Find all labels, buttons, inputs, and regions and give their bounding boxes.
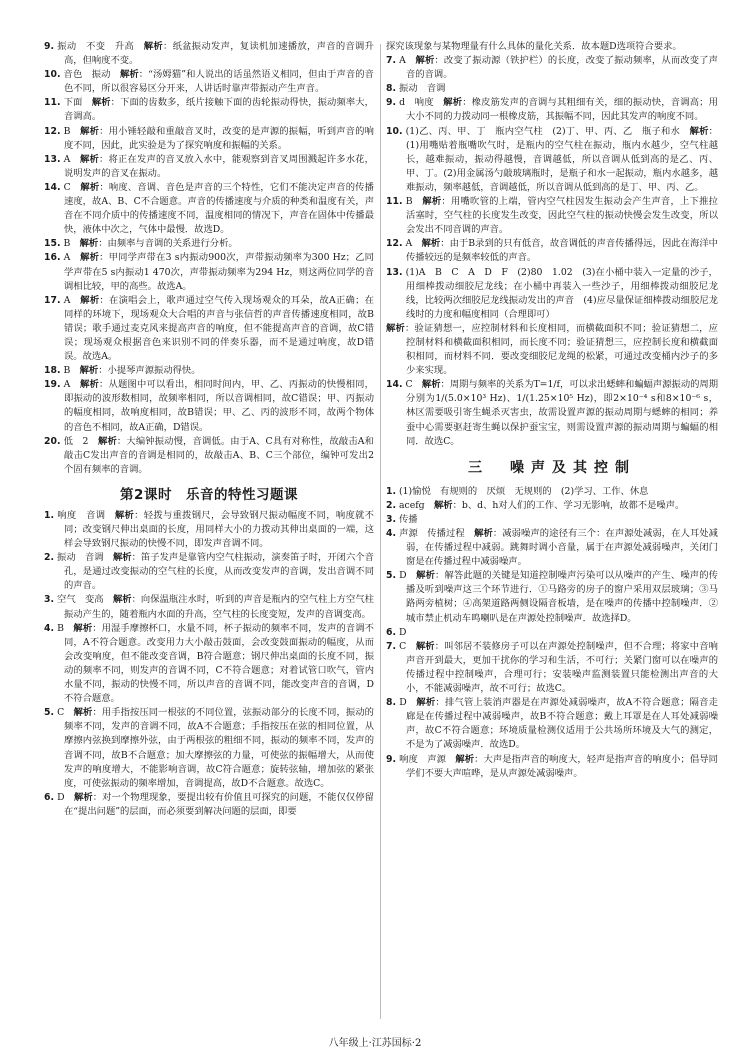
item-number: 16.	[44, 252, 61, 264]
answer-item: 12. B 解析：用小锤轻敲和重敲音叉时，改变的是声源的振幅，听到声音的响度不同，因此，此实验是为了探究响度和振幅的关系。	[44, 125, 374, 151]
analysis-text: 对一个物理现象，要提出较有价值且可探究的问题，不能仅仅停留在“提出问题”的层面，而必须要到解决问题的层面，即要	[64, 791, 374, 817]
analysis-label: 解析	[80, 153, 100, 165]
item-number: 12.	[44, 125, 61, 137]
analysis-text: 下面的齿数多，纸片接触下面的齿轮振动得快，振动频率大，音调高。	[64, 97, 374, 123]
analysis-label: 解析	[415, 640, 435, 652]
answer-item: 解析：验证猜想一，应控制材料和长度相同，而横截面积不同；验证猜想二，应控制材料和横截面积相同，而长度不同；验证猜想三，应控制长度和横截面积相同，而材料不同．要改变细胶尼龙绳的松紧，可通过改变桶内沙子的多少来实现。	[386, 322, 718, 377]
answer-item: 18. B 解析：小提琴声源振动得快。	[44, 365, 201, 377]
item-answer: C	[63, 181, 71, 193]
answer-item: 13. A 解析：将正在发声的音叉放入水中，能观察到音叉周围溅起许多水花，说明发声的音叉在振动。	[44, 153, 374, 179]
analysis-label: 解析	[79, 238, 99, 250]
item-number: 6.	[44, 791, 55, 803]
item-number: 9.	[386, 753, 397, 765]
item-answer: (1)愉悦 有规则的 厌烦 无规则的 (2)学习、工作、休息	[398, 485, 649, 497]
item-answer: 音色 振动	[63, 69, 111, 81]
analysis-label: 解析	[80, 252, 100, 264]
analysis-text: 探究该现象与某物理量有什么具体的量化关系．故本题D选项符合要求。	[386, 41, 682, 52]
item-answer: B	[63, 238, 71, 250]
answer-item: 9. 振动 不变 升高 解析：纸盆振动发声，复读机加速播放，声音的音调升高，但响度不变。	[44, 41, 374, 67]
item-number: 10.	[386, 125, 403, 137]
analysis-label: 解析	[80, 181, 100, 193]
analysis-text: 大编钟振动慢，音调低。由于A、C具有对称性，故敲击A和敲击C发出声音的音调是相同的，故敲击A、B、C三个部位，编钟可发出2个固有频率的音调。	[64, 435, 374, 475]
answer-item: 6. D 解析：对一个物理现象，要提出较有价值且可探究的问题，不能仅仅停留在“提出问题”的层面，而必须要到解决问题的层面，即要	[44, 791, 374, 817]
item-answer: C	[405, 379, 413, 391]
item-answer: 振动 不变 升高	[57, 41, 135, 52]
analysis-text: 橡皮筋发声的音调与其粗细有关，细的振动快，音调高；用大小不同的力拨动同一根橡皮筋，其振幅不同，因此其发声的响度不同。	[406, 97, 718, 123]
analysis-text: (1)用嘴贴着瓶嘴吹气时，是瓶内的空气柱在振动，瓶内水越少，空气柱越长，越难振动，振动得越慢，音调越低，所以音调从低到高的是乙、丙、甲、丁。(2)用金属汤勺敲玻璃瓶时，是瓶子和水一起振动，瓶内水越多，越难振动，频率越低，音调越低，所以音调从低到高的是丁、甲、丙、乙。	[406, 139, 718, 193]
left-items2	[44, 509, 374, 819]
item-number: 5.	[44, 707, 55, 719]
analysis-text: 从题图中可以看出，相同时间内，甲、乙、丙振动的快慢相同，即振动的波形数相同，故频率相同，所以音调相同，故C错误；甲、丙振动的幅度相同，故响度相同，故B错误；甲、乙、丙的波形不同，故两个物体的音色不相同，故A正确，D错误。	[64, 379, 374, 433]
item-answer: D	[399, 570, 407, 582]
item-answer: 声源 传播过程	[399, 528, 465, 539]
item-answer: A	[63, 379, 71, 391]
answer-item: 7. A 解析：改变了振动源（铁护栏）的长度，改变了振动频率，从而改变了声音的音调。	[386, 55, 718, 81]
analysis-label: 解析	[119, 69, 139, 81]
item-answer: 响度 音调	[57, 509, 106, 521]
answer-item: 9. 响度 声源 解析：大声是指声音的响度大，轻声是指声音的响度小；倡导同学们不要大声喧哗，是从声源处减弱噪声。	[386, 753, 718, 779]
analysis-label: 解析	[421, 238, 441, 250]
left-items	[44, 40, 374, 477]
analysis-label: 解析	[433, 499, 453, 511]
answer-item: 16. A 解析：甲同学声带在3 s内振动900次，声带振动频率为300 Hz；乙同学声带在5 s内振动1 470次，声带振动频率为294 Hz，则这两位同学的音调相比较，甲的高些。故选A。	[44, 252, 374, 292]
right-items	[386, 40, 718, 449]
analysis-text: 将正在发声的音叉放入水中，能观察到音叉周围溅起许多水花，说明发声的音叉在振动。	[64, 153, 374, 179]
analysis-label: 解析	[74, 791, 93, 803]
item-answer: (1)乙、丙、甲、丁 瓶内空气柱 (2)丁、甲、丙、乙 瓶子和水	[405, 125, 681, 137]
analysis-text: 向保温瓶注水时，听到的声音是瓶内的空气柱上方空气柱振动产生的，随着瓶内水面的升高，空气柱的长度变短，发声的音调变高。	[64, 594, 374, 620]
answer-item	[386, 40, 718, 54]
analysis-text: 验证猜想一，应控制材料和长度相同，而横截面积不同；验证猜想二，应控制材料和横截面积相同，而长度不同；验证猜想三，应控制长度和横截面积相同，而材料不同．要改变细胶尼龙绳的松紧，可通过改变桶内沙子的多少来实现。	[406, 322, 718, 377]
item-number: 2.	[44, 552, 55, 564]
analysis-label: 解析	[112, 594, 132, 606]
answer-item: 5. D 解析：解答此题的关键是知道控制噪声污染可以从噪声的产生、噪声的传播及听到噪声这三个环节进行．①马路旁的房子的窗户采用双层玻璃；③马路两旁植树；④高架道路两侧设隔音板墙，是在噪声的传播中控制噪声．②城市禁止机动车鸣喇叭是在声源处控制噪声．故选择D。	[386, 570, 718, 624]
analysis-text: 改变了振动源（铁护栏）的长度，改变了振动频率，从而改变了声音的音调。	[406, 55, 718, 81]
analysis-text: “汤姆猫”和人说出的话虽然语义相同，但由于声音的音色不同，所以很容易区分开来，人讲话时靠声带振动产生声音。	[64, 69, 374, 95]
item-answer: B	[63, 125, 71, 137]
analysis-text: 在演唱会上，歌声通过空气传入现场观众的耳朵，故A正确；在同样的环境下，现场观众大合唱的声音与张信哲的声音传播速度相同，故B错误；歌手通过麦克风来提高声音的响度，但不能提高声音的音调，故C错误；现场观众根据音色来识别不同的伴奏乐器，而不是通过响度，故D错误。故选A。	[64, 294, 374, 363]
answer-item: 7. C 解析：叫邻居不装修房子可以在声源处控制噪声，但不合理；将家中音响声音开到最大，更加干扰你的学习和生活，不可行；关紧门窗可以在噪声的传播过程中控制噪声，合理可行；安装噪声监测装置只能检测出声音的大小，不能减弱噪声，故不可行；故选C。	[386, 640, 718, 695]
page-footer: 八年级上·江苏国标·2	[328, 1038, 422, 1049]
analysis-label: 解析	[80, 379, 100, 391]
analysis-text: 由频率与音调的关系进行分析。	[107, 238, 238, 250]
item-number: 1.	[386, 485, 397, 497]
analysis-text: 大声是指声音的响度大，轻声是指声音的响度小；倡导同学们不要大声喧哗，是从声源处减弱噪声。	[406, 753, 718, 779]
item-number: 13.	[386, 266, 403, 278]
analysis-label: 解析	[689, 125, 709, 137]
item-number: 7.	[386, 55, 397, 67]
answer-item	[386, 626, 718, 640]
item-answer: 响度 声源	[399, 753, 446, 765]
item-number: 9.	[44, 41, 55, 52]
analysis-label: 解析	[386, 322, 405, 334]
answer-item: 9. d 响度 解析：橡皮筋发声的音调与其粗细有关，细的振动快，音调高；用大小不同的力拨动同一根橡皮筋，其振幅不同，因此其发声的响度不同。	[386, 97, 718, 123]
item-number: 13.	[44, 153, 61, 165]
answer-item: 5. C 解析：用手指按压同一根弦的不同位置，弦振动部分的长度不同，振动的频率不同，发声的音调不同，故A不合题意；手指按压在弦的相同位置，从摩擦内弦换到摩擦外弦，由于两根弦的粗细不同，振动的频率不同，发声的音调不同，故B不合题意；加大摩擦弦的力量，可使弦的振幅增大，从而使发声的响度增大，不能影响音调，故C符合题意；旋转弦轴，增加弦的紧张度，可使弦振动的频率增加，音调提高，故D不合题意。故选C。	[44, 707, 374, 789]
analysis-text: 周期与频率的关系为T=1/f，可以求出蟋蟀和蝙蝠声源振动的周期分别为1/(5.0×10³ Hz)、1/(1.25×10⁵ Hz)，即2×10⁻⁴ s和8×10⁻⁶ s，林区需要吸引寄生蝇杀灭害虫，故需设置声源的振动周期与蟋蟀的相同；养蚕中心需要驱赶寄生蝇以保护蚕宝宝，则需设置声源的振动周期与蝙蝠的相同．故选C。	[406, 379, 718, 447]
column-divider	[380, 44, 381, 1019]
left-column	[44, 40, 374, 1025]
analysis-label: 解析	[416, 570, 436, 582]
answer-item: 10. (1)乙、丙、甲、丁 瓶内空气柱 (2)丁、甲、丙、乙 瓶子和水 解析：(1)用嘴贴着瓶嘴吹气时，是瓶内的空气柱在振动，瓶内水越少，空气柱越长，越难振动，振动得越慢，音调越低，所以音调从低到高的是乙、丙、甲、丁。(2)用金属汤勺敲玻璃瓶时，是瓶子和水一起振动，瓶内水越多，越难振动，频率越低，音调越低，所以音调从低到高的是丁、甲、丙、乙。	[386, 125, 718, 193]
item-answer: D	[57, 791, 65, 803]
item-answer: A	[405, 238, 413, 250]
answer-item	[386, 82, 718, 96]
item-answer: B	[405, 196, 413, 208]
answer-item: 11. 下面 解析：下面的齿数多，纸片接触下面的齿轮振动得快，振动频率大，音调高。	[44, 97, 374, 123]
analysis-label: 解析	[114, 509, 135, 521]
analysis-text: 甲同学声带在3 s内振动900次，声带振动频率为300 Hz；乙同学声带在5 s内振动1 470次，声带振动频率为294 Hz，则这两位同学的音调相比较，甲的高些。故选A。	[64, 252, 374, 292]
analysis-label: 解析	[455, 753, 475, 765]
analysis-text: 叫邻居不装修房子可以在声源处控制噪声，但不合理；将家中音响声音开到最大，更加干扰你的学习和生活，不可行；关紧门窗可以在噪声的传播过程中控制噪声，合理可行；安装噪声监测装置只能检测出声音的大小，不能减弱噪声，故不可行；故选C。	[406, 640, 718, 695]
item-answer: B	[57, 622, 64, 634]
answer-item: 1. 响度 音调 解析：轻拨与重拨钢尺，会导致钢尺振动幅度不同，响度就不同；改变钢尺伸出桌面的长度，用同样大小的力拨动其伸出桌面的一端，这样会导致钢尺振动的快慢不同，即发声音调不同。	[44, 509, 374, 550]
analysis-text: 用嘴吹管的上端，管内空气柱因发生振动会产生声音，上下推拉活塞时，空气柱的长度发生改变，因此空气柱的振动快慢会发生改变，所以会发出不同音调的声音。	[406, 196, 718, 236]
answer-item: 4. 声源 传播过程 解析：减弱噪声的途径有三个：在声源处减弱，在人耳处减弱，在传播过程中减弱。跳舞时调小音量，属于在声源处减弱噪声，关闭门窗是在传播过程中减弱噪声。	[386, 528, 718, 568]
answer-item: 15. B 解析：由频率与音调的关系进行分析。	[44, 238, 238, 250]
analysis-text: 响度、音调、音色是声音的三个特性，它们不能决定声音的传播速度，故A、B、C不合题意。声音的传播速度与介质的种类和温度有关，声音在不同介质中的传播速度不同，温度相同的情况下，声音在固体中传播最快，液体中次之，气体中最慢．故选D。	[64, 181, 374, 236]
answer-item: 19. A 解析：从题图中可以看出，相同时间内，甲、乙、丙振动的快慢相同，即振动的波形数相同，故频率相同，所以音调相同，故C错误；甲、丙振动的幅度相同，故响度相同，故B错误；甲、乙、丙的波形不同，故两个物体的音色不相同，故A正确，D错误。	[44, 379, 374, 433]
item-number: 1.	[44, 509, 55, 521]
analysis-label: 解析	[143, 41, 163, 52]
analysis-text: 轻拨与重拨钢尺，会导致钢尺振动幅度不同，响度就不同；改变钢尺伸出桌面的长度，用同样大小的力拨动其伸出桌面的一端，这样会导致钢尺振动的快慢不同，即发声音调不同。	[64, 509, 374, 550]
analysis-text: 解答此题的关键是知道控制噪声污染可以从噪声的产生、噪声的传播及听到噪声这三个环节进行．①马路旁的房子的窗户采用双层玻璃；③马路两旁植树；④高架道路两侧设隔音板墙，是在噪声的传播中控制噪声．②城市禁止机动车鸣喇叭是在声源处控制噪声．故选择D。	[406, 570, 718, 624]
item-number: 2.	[386, 499, 397, 511]
item-answer: 空气 变高	[57, 594, 104, 606]
item-answer: D	[399, 697, 407, 709]
analysis-label: 解析	[443, 97, 463, 109]
item-number: 3.	[44, 594, 55, 606]
answer-item: 8. D 解析：排气管上装消声器是在声源处减弱噪声，故A不符合题意；隔音走廊是在传播过程中减弱噪声，故B不符合题意；戴上耳罩是在人耳处减弱噪声，故C不符合题意；环境质量检测仪适用于公共场所环境及大气的测定，不是为了减弱噪声．故选D。	[386, 697, 718, 751]
item-answer: A	[399, 55, 406, 67]
answer-item: 3. 空气 变高 解析：向保温瓶注水时，听到的声音是瓶内的空气柱上方空气柱振动产生的，随着瓶内水面的升高，空气柱的长度变短，发声的音调变高。	[44, 594, 374, 620]
analysis-text: 减弱噪声的途径有三个：在声源处减弱，在人耳处减弱，在传播过程中减弱。跳舞时调小音量，属于在声源处减弱噪声，关闭门窗是在传播过程中减弱噪声。	[406, 528, 718, 568]
item-number: 5.	[386, 570, 397, 582]
right-items2	[386, 485, 718, 781]
item-answer: C	[57, 707, 65, 719]
analysis-label: 解析	[98, 435, 117, 447]
answer-item: 11. B 解析：用嘴吹管的上端，管内空气柱因发生振动会产生声音，上下推拉活塞时，空气柱的长度发生改变，因此空气柱的振动快慢会发生改变，所以会发出不同音调的声音。	[386, 196, 718, 236]
analysis-text: 由于B录到的只有低音，故音调低的声音传播得远，因此在海洋中传播较远的是频率较低的声音。	[406, 238, 718, 264]
item-number: 8.	[386, 697, 397, 709]
item-number: 11.	[386, 196, 403, 208]
item-number: 8.	[386, 83, 397, 95]
item-number: 4.	[44, 622, 55, 634]
answer-item: 14. C 解析：响度、音调、音色是声音的三个特性，它们不能决定声音的传播速度，故A、B、C不合题意。声音的传播速度与介质的种类和温度有关，声音在不同介质中的传播速度不同，温度相同的情况下，声音在固体中传播最快，液体中次之，气体中最慢．故选D。	[44, 181, 374, 236]
analysis-text: 笛子发声是靠管内空气柱振动，演奏笛子时，开闭六个音孔，是通过改变振动的空气柱的长度，从而改变发声的音调，发出音调不同的声音。	[64, 552, 374, 592]
item-number: 3.	[386, 513, 397, 525]
item-answer: A	[63, 294, 71, 306]
item-number: 9.	[386, 97, 397, 109]
answer-item	[386, 266, 718, 322]
analysis-label: 解析	[422, 196, 442, 208]
analysis-text: 用手指按压同一根弦的不同位置，弦振动部分的长度不同，振动的频率不同，发声的音调不同，故A不合题意；手指按压在弦的相同位置，从摩擦内弦换到摩擦外弦，由于两根弦的粗细不同，振动的频率不同，发声的音调不同，故B不合题意；加大摩擦弦的力量，可使弦的振幅增大，从而使发声的响度增大，不能影响音调，故C符合题意；旋转弦轴，增加弦的紧张度，可使弦振动的频率增加，音调提高，故D不合题意。故选C。	[64, 707, 374, 789]
analysis-text: 小提琴声源振动得快。	[107, 365, 201, 377]
answer-item: 17. A 解析：在演唱会上，歌声通过空气传入现场观众的耳朵，故A正确；在同样的环境下，现场观众大合唱的声音与张信哲的声音传播速度相同，故B错误；歌手通过麦克风来提高声音的响度，但不能提高声音的音调，故C错误；现场观众根据音色来识别不同的伴奏乐器，而不是通过响度，故D错误。故选A。	[44, 294, 374, 363]
item-number: 14.	[386, 379, 403, 391]
answer-item: 20. 低 2 解析：大编钟振动慢，音调低。由于A、C具有对称性，故敲击A和敲击C发出声音的音调是相同的，故敲击A、B、C三个部位，编钟可发出2个固有频率的音调。	[44, 435, 374, 475]
item-answer: 振动 音调	[398, 83, 446, 95]
item-answer: 传播	[398, 513, 418, 525]
item-answer: D	[398, 626, 407, 638]
item-answer: A	[63, 252, 71, 264]
analysis-label: 解析	[80, 294, 100, 306]
item-number: 18.	[44, 365, 61, 377]
answer-item	[386, 513, 718, 527]
item-number: 17.	[44, 294, 61, 306]
item-answer: B	[63, 365, 71, 377]
item-number: 12.	[386, 238, 403, 250]
analysis-label: 解析	[91, 97, 111, 109]
item-number: 14.	[44, 181, 61, 193]
item-answer: 下面	[63, 97, 83, 109]
item-number: 7.	[386, 640, 397, 652]
right-column	[386, 40, 718, 1025]
item-number: 4.	[386, 528, 397, 539]
answer-item: 2. acefg 解析：b、d、h对人们的工作、学习无影响，故都不是噪声。	[386, 499, 685, 511]
analysis-label: 解析	[415, 55, 435, 67]
section-title-lesson2: 第2课时 乐音的特性习题课	[120, 486, 298, 503]
answer-item: 2. 振动 音调 解析：笛子发声是靠管内空气柱振动，演奏笛子时，开闭六个音孔，是通过改变振动的空气柱的长度，从而改变发声的音调，发出音调不同的声音。	[44, 552, 374, 592]
item-answer: 振动 音调	[57, 552, 104, 564]
analysis-text: 排气管上装消声器是在声源处减弱噪声，故A不符合题意；隔音走廊是在传播过程中减弱噪声，故B不符合题意；戴上耳罩是在人耳处减弱噪声，故C不符合题意；环境质量检测仪适用于公共场所环境及大气的测定，不是为了减弱噪声．故选D。	[406, 697, 718, 751]
item-number: 19.	[44, 379, 61, 391]
analysis-text: 用湿手摩擦杯口，水量不同，杯子振动的频率不同，发声的音调不同，A不符合题意。改变用力大小敲击鼓面，会改变鼓面振动的幅度，从而会改变响度，但不能改变音调，B符合题意；钢尺伸出桌面的长度不同，振动的频率不同，则发声的音调不同，C不符合题意；对着试管口吹气，管内水量不同，振动的快慢不同，所以声音的音调不同，能改变声音的音调，D不符合题意。	[64, 622, 374, 705]
item-answer: acefg	[398, 499, 425, 511]
analysis-label: 解析	[73, 622, 93, 634]
item-answer: 低 2	[63, 435, 89, 447]
answer-item: 12. A 解析：由于B录到的只有低音，故音调低的声音传播得远，因此在海洋中传播较远的是频率较低的声音。	[386, 238, 718, 264]
analysis-label: 解析	[80, 125, 100, 137]
item-answer: A	[63, 153, 71, 165]
item-number: 11.	[44, 97, 61, 109]
analysis-label: 解析	[416, 697, 436, 709]
analysis-label: 解析	[112, 552, 132, 564]
item-answer: C	[399, 640, 407, 652]
item-number: 15.	[44, 238, 61, 250]
analysis-label: 解析	[79, 365, 99, 377]
item-number: 10.	[44, 69, 61, 81]
section-title-noise: 三 噪声及其控制	[468, 459, 636, 476]
item-answer: d 响度	[399, 97, 434, 109]
analysis-label: 解析	[73, 707, 93, 719]
answer-item	[386, 485, 718, 499]
answer-item: 4. B 解析：用湿手摩擦杯口，水量不同，杯子振动的频率不同，发声的音调不同，A不符合题意。改变用力大小敲击鼓面，会改变鼓面振动的幅度，从而会改变响度，但不能改变音调，B符合题意；钢尺伸出桌面的长度不同，振动的频率不同，则发声的音调不同，C不符合题意；对着试管口吹气，管内水量不同，振动的快慢不同，所以声音的音调不同，能改变声音的音调，D不符合题意。	[44, 622, 374, 705]
analysis-text: b、d、h对人们的工作、学习无影响，故都不是噪声。	[461, 499, 685, 511]
answer-item: 14. C 解析：周期与频率的关系为T=1/f，可以求出蟋蟀和蝙蝠声源振动的周期分别为1/(5.0×10³ Hz)、1/(1.25×10⁵ Hz)，即2×10⁻⁴ s和8×10⁻⁶ s，林区需要吸引寄生蝇杀灭害虫，故需设置声源的振动周期与蟋蟀的相同；养蚕中心需要驱赶寄生蝇以保护蚕宝宝，则需设置声源的振动周期与蝙蝠的相同．故选C。	[386, 379, 718, 447]
item-number: 20.	[44, 435, 61, 447]
analysis-text: 纸盆振动发声，复读机加速播放，声音的音调升高，但响度不变。	[64, 41, 374, 67]
analysis-label: 解析	[474, 528, 493, 539]
analysis-text: 用小锤轻敲和重敲音叉时，改变的是声源的振幅，听到声音的响度不同，因此，此实验是为了探究响度和振幅的关系。	[64, 125, 374, 151]
item-answer: (1)A B C A D F (2)80 1.02 (3)在小桶中装入一定量的沙子，用细棒拨动细胶尼龙线；在小桶中再装入一些沙子，用细棒拨动细胶尼龙线，比较两次细胶尼龙线振动发出的声音 (4)应尽量保证细棒拨动细胶尼龙线时的力度和幅度相同（合理即可）	[405, 266, 718, 320]
answer-item: 10. 音色 振动 解析：“汤姆猫”和人说出的话虽然语义相同，但由于声音的音色不同，所以很容易区分开来，人讲话时靠声带振动产生声音。	[44, 69, 374, 95]
item-number: 6.	[386, 626, 397, 638]
analysis-label: 解析	[421, 379, 441, 391]
